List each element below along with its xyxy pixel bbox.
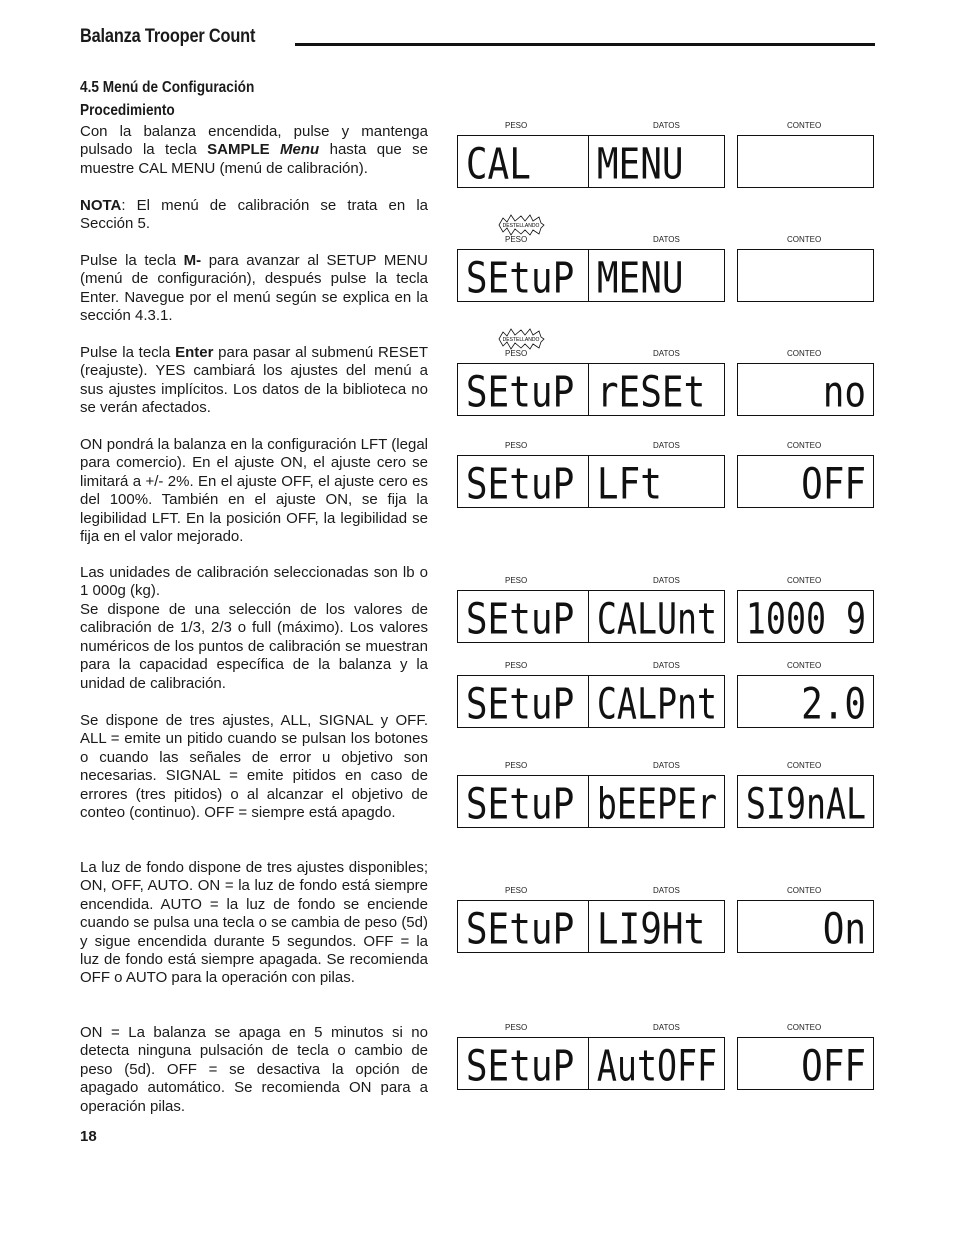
flashing-indicator-icon [497,213,545,237]
display-row [457,576,879,656]
display-row [457,761,879,841]
datos-label: DATOS [653,761,680,770]
conteo-display-text: 2.0 [801,679,867,730]
paragraph-4: Pulse la tecla Enter para pasar al submenú RESET (reajuste). YES cambiará los ajustes del menú a sus ajustes implícitos. Los datos de la biblioteca no se verán afectados. [80,344,428,417]
peso-display [457,590,594,643]
display-row [457,121,879,201]
paragraph-3: Pulse la tecla M- para avanzar al SETUP MENU (menú de configuración), después pulse la tecla Enter. Navegue por el menú según se explica en la sección 4.3.1. [80,252,428,325]
datos-display-text: CALUnt [596,594,718,645]
peso-display [457,363,594,416]
peso-display [457,675,594,728]
datos-label: DATOS [653,1023,680,1032]
datos-label: DATOS [653,235,680,244]
conteo-display [737,455,874,508]
conteo-display-text: On [822,904,867,955]
conteo-display [737,363,874,416]
datos-display-text: AutOFF [596,1041,718,1092]
header-title: Balanza Trooper Count [80,26,256,47]
header-rule [295,43,875,46]
datos-display [588,590,725,643]
conteo-label: CONTEO [787,886,822,895]
conteo-label: CONTEO [787,576,822,585]
paragraph-7: Se dispone de una selección de los valores de calibración de 1/3, 2/3 o full (máximo). Los valores numéricos de los puntos de calibración se muestran para la capacidad específica de la balanza y la unidad de calibración. [80,601,428,692]
datos-display-text: MENU [596,253,684,304]
conteo-display-text: OFF [801,1041,867,1092]
peso-display [457,135,594,188]
peso-label: PESO [505,121,528,130]
display-row [457,441,879,521]
peso-display-text: SEtuP [465,1041,575,1092]
conteo-label: CONTEO [787,349,822,358]
datos-label: DATOS [653,661,680,670]
flashing-label: DESTELLANDO [502,337,540,343]
datos-label: DATOS [653,441,680,450]
flashing-label: DESTELLANDO [502,223,540,229]
conteo-display [737,675,874,728]
peso-display-text: SEtuP [465,779,575,830]
datos-display-text: bEEPEr [596,779,718,830]
datos-display [588,675,725,728]
datos-label: DATOS [653,886,680,895]
datos-display-text: LI9Ht [596,904,706,955]
peso-display [457,900,594,953]
peso-display-text: SEtuP [465,367,575,418]
peso-label: PESO [505,661,528,670]
peso-label: PESO [505,886,528,895]
conteo-label: CONTEO [787,661,822,670]
datos-label: DATOS [653,349,680,358]
peso-label: PESO [505,349,528,358]
page-header [80,26,875,50]
display-row [457,337,879,429]
peso-display-text: SEtuP [465,253,575,304]
conteo-display [737,775,874,828]
paragraph-9: La luz de fondo dispone de tres ajustes disponibles; ON, OFF, AUTO. ON = la luz de fondo está siempre encendida. AUTO = la luz de fondo se enciende cuando se pulsa una tecla o se cambia de peso (5d) y sigue encendida durante 5 segundos. OFF = la luz de fondo está siempre apagada. Se recomienda OFF o AUTO para la operación con pilas. [80,859,428,987]
conteo-display-text: no [822,367,867,418]
datos-label: DATOS [653,121,680,130]
peso-label: PESO [505,576,528,585]
datos-display [588,249,725,302]
conteo-label: CONTEO [787,235,822,244]
conteo-display [737,135,874,188]
peso-display-text: SEtuP [465,904,575,955]
datos-display [588,775,725,828]
conteo-label: CONTEO [787,1023,822,1032]
conteo-label: CONTEO [787,441,822,450]
display-row [457,886,879,966]
conteo-label: CONTEO [787,121,822,130]
paragraph-2: NOTA: El menú de calibración se trata en la Sección 5. [80,197,428,233]
conteo-display [737,900,874,953]
peso-display [457,249,594,302]
conteo-display-text: 1000 9 [745,594,867,645]
peso-label: PESO [505,761,528,770]
display-row [457,1023,879,1103]
peso-label: PESO [505,1023,528,1032]
datos-display-text: MENU [596,139,684,190]
flashing-indicator-icon [497,327,545,351]
conteo-display-text: OFF [801,459,867,510]
page-number: 18 [80,1128,97,1145]
datos-display [588,455,725,508]
conteo-display-text: SI9nAL [745,779,867,830]
datos-display-text: CALPnt [596,679,718,730]
datos-display [588,900,725,953]
display-row [457,661,879,741]
paragraph-8: Se dispone de tres ajustes, ALL, SIGNAL y OFF. ALL = emite un pitido cuando se pulsan los botones o cuando las señales de error u objetivo son necesarias. SIGNAL = emite pitidos en caso de errores (tres pitidos) o al alcanzar el objetivo de conteo (continuo). OFF = siempre está apagdo. [80,712,428,822]
datos-display [588,363,725,416]
peso-label: PESO [505,441,528,450]
peso-display-text: SEtuP [465,459,575,510]
conteo-label: CONTEO [787,761,822,770]
peso-display-text: CAL [465,139,531,190]
datos-display-text: LFt [596,459,662,510]
peso-display-text: SEtuP [465,594,575,645]
paragraph-5: ON pondrá la balanza en la configuración LFT (legal para comercio). En el ajuste ON, el ajuste cero se limitará a +/- 2%. En el ajuste OFF, el ajuste cero es del 100%. También en el ajuste ON, se fija la legibilidad LFT. En la posición OFF, la legibilidad se fija en el valor mejorado. [80,436,428,546]
peso-display [457,455,594,508]
peso-display [457,1037,594,1090]
section-title: 4.5 Menú de Configuración [80,79,255,96]
paragraph-1: Con la balanza encendida, pulse y mantenga pulsado la tecla SAMPLE Menu hasta que se muestre CAL MENU (menú de calibración). [80,123,428,177]
datos-label: DATOS [653,576,680,585]
conteo-display [737,1037,874,1090]
paragraph-10: ON = La balanza se apaga en 5 minutos si no detecta ninguna pulsación de tecla o cambio de peso (5d). OFF = se desactiva la opción de apagado automático. Se recomienda ON para a operación pilas. [80,1024,428,1115]
paragraph-6: Las unidades de calibración seleccionadas son lb o 1 000g (kg). [80,564,428,600]
display-row [457,223,879,315]
procedure-subtitle: Procedimiento [80,102,175,119]
datos-display-text: rESEt [596,367,706,418]
datos-display [588,1037,725,1090]
peso-display [457,775,594,828]
datos-display [588,135,725,188]
conteo-display [737,590,874,643]
peso-display-text: SEtuP [465,679,575,730]
peso-label: PESO [505,235,528,244]
conteo-display [737,249,874,302]
